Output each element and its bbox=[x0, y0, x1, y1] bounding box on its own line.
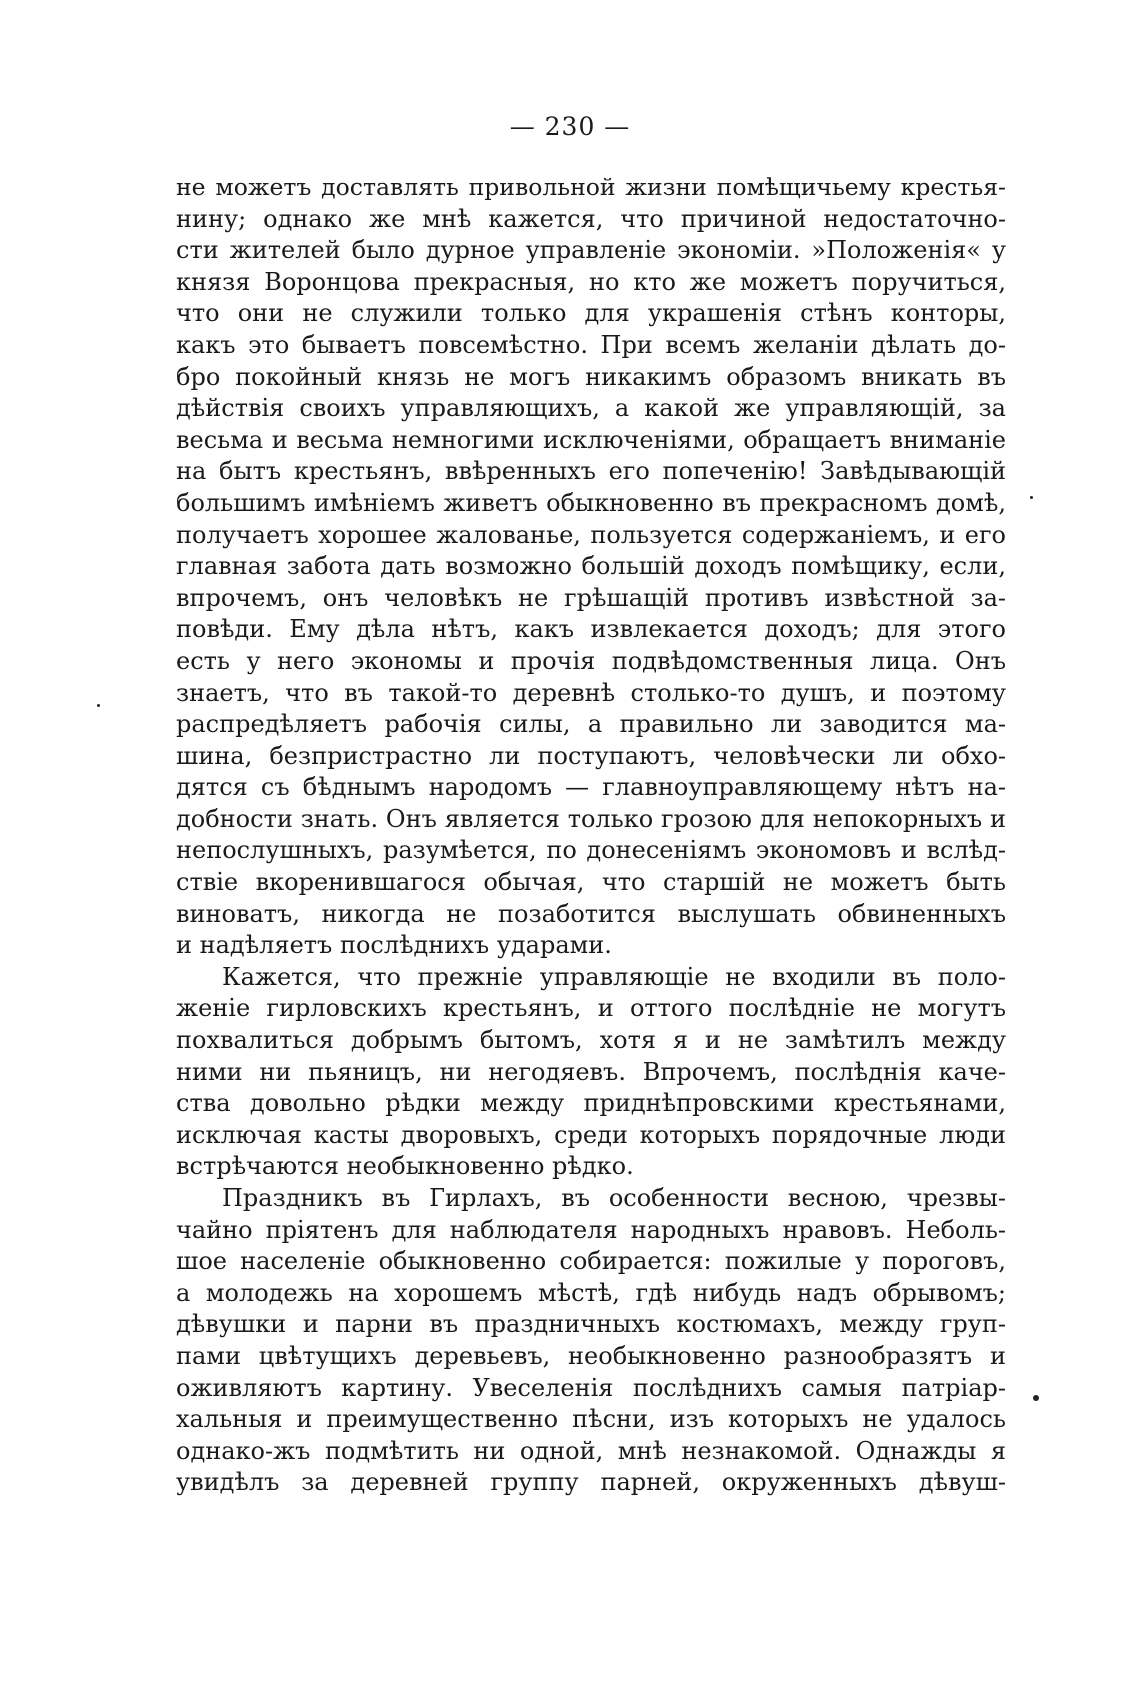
text-line: похвалиться добрымъ бытомъ, хотя я и не замѣтилъ между bbox=[176, 1026, 1006, 1055]
text-line: дѣйствія своихъ управляющихъ, а какой же управляющій, за bbox=[176, 394, 1006, 423]
text-line: непослушныхъ, разумѣется, по донесеніямъ экономовъ и вслѣд- bbox=[176, 836, 1006, 865]
text-line: большимъ имѣніемъ живетъ обыкновенно въ прекрасномъ домѣ, bbox=[176, 488, 1006, 517]
text-line: однако-жъ подмѣтить ни одной, мнѣ незнакомой. Однажды я bbox=[176, 1436, 1006, 1465]
text-line: ствіе вкоренившагося обычая, что старшій не можетъ быть bbox=[176, 868, 1006, 897]
text-line: увидѣлъ за деревней группу парней, окруженныхъ дѣвуш- bbox=[176, 1468, 1006, 1497]
paragraph bbox=[176, 172, 1006, 962]
text-line: повѣди. Ему дѣла нѣтъ, какъ извлекается доходъ; для этого bbox=[176, 615, 1006, 644]
text-line: есть у него экономы и прочія подвѣдомственныя лица. Онъ bbox=[176, 646, 1006, 675]
body-text bbox=[176, 172, 1006, 1499]
text-line: какъ это бываетъ повсемѣстно. При всемъ желаніи дѣлать до- bbox=[176, 330, 1006, 359]
text-line: сти жителей было дурное управленіе экономіи. »Положенія« у bbox=[176, 236, 1006, 265]
text-line: Кажется, что прежніе управляющіе не входили въ поло- bbox=[222, 962, 1006, 991]
text-line: хальныя и преимущественно пѣсни, изъ которыхъ не удалось bbox=[176, 1405, 1006, 1434]
text-line: дѣвушки и парни въ праздничныхъ костюмахъ, между груп- bbox=[176, 1310, 1006, 1339]
text-line: главная забота дать возможно большій доходъ помѣщику, если, bbox=[176, 552, 1006, 581]
text-line: впрочемъ, онъ человѣкъ не грѣшащій противъ извѣстной за- bbox=[176, 583, 1006, 612]
text-line: ства довольно рѣдки между приднѣпровскими крестьянами, bbox=[176, 1089, 1006, 1118]
text-line: нину; однако же мнѣ кажется, что причиной недостаточно- bbox=[176, 204, 1006, 233]
text-line: встрѣчаются необыкновенно рѣдко. bbox=[176, 1152, 634, 1181]
text-line: шина, безпристрастно ли поступаютъ, человѣчески ли обхо- bbox=[176, 741, 1006, 770]
paragraph bbox=[176, 1183, 1006, 1499]
text-line: пами цвѣтущихъ деревьевъ, необыкновенно разнообразятъ и bbox=[176, 1341, 1006, 1370]
text-line: виноватъ, никогда не позаботится выслушать обвиненныхъ bbox=[176, 899, 1006, 928]
text-line: на бытъ крестьянъ, ввѣренныхъ его попеченію! Завѣдывающій bbox=[176, 457, 1006, 486]
text-line: распредѣляетъ рабочія силы, а правильно ли заводится ма- bbox=[176, 710, 1006, 739]
text-line: женіе гирловскихъ крестьянъ, и оттого послѣдніе не могутъ bbox=[176, 994, 1006, 1023]
text-line: Праздникъ въ Гирлахъ, въ особенности весною, чрезвы- bbox=[222, 1184, 1006, 1212]
text-line: добности знать. Онъ является только грозою для непокорныхъ и bbox=[176, 804, 1006, 833]
text-line: что они не служили только для украшенія стѣнъ конторы, bbox=[176, 299, 1006, 328]
text-line: оживляютъ картину. Увеселенія послѣднихъ самыя патріар- bbox=[176, 1373, 1006, 1402]
paragraph bbox=[176, 962, 1006, 1183]
text-line: чайно пріятенъ для наблюдателя народныхъ нравовъ. Неболь- bbox=[176, 1215, 1006, 1244]
text-line: князя Воронцова прекрасныя, но кто же можетъ поручиться, bbox=[176, 267, 1006, 296]
margin-speck bbox=[1030, 496, 1033, 499]
text-line: а молодежь на хорошемъ мѣстѣ, гдѣ нибудь надъ обрывомъ; bbox=[176, 1278, 1006, 1307]
text-line: весьма и весьма немногими исключеніями, обращаетъ вниманіе bbox=[176, 425, 1006, 454]
text-line: не можетъ доставлять привольной жизни помѣщичьему крестья- bbox=[176, 173, 1006, 201]
text-line: дятся съ бѣднымъ народомъ — главноуправляющему нѣтъ на- bbox=[176, 773, 1006, 802]
text-line: получаетъ хорошее жалованье, пользуется содержаніемъ, и его bbox=[176, 520, 1006, 549]
text-line: бро покойный князь не могъ никакимъ образомъ вникать въ bbox=[176, 362, 1006, 391]
text-line: и надѣляетъ послѣднихъ ударами. bbox=[176, 931, 612, 960]
text-line: исключая касты дворовыхъ, среди которыхъ порядочные люди bbox=[176, 1120, 1006, 1149]
page-number: — 230 — bbox=[509, 112, 631, 141]
text-line: ними ни пьяницъ, ни негодяевъ. Впрочемъ, послѣднія каче- bbox=[176, 1057, 1006, 1086]
text-line: знаетъ, что въ такой-то деревнѣ столько-то душъ, и поэтому bbox=[176, 678, 1006, 707]
text-line: шое населеніе обыкновенно собирается: пожилые у пороговъ, bbox=[176, 1247, 1006, 1276]
margin-speck bbox=[97, 704, 100, 707]
margin-speck bbox=[1033, 1395, 1039, 1401]
